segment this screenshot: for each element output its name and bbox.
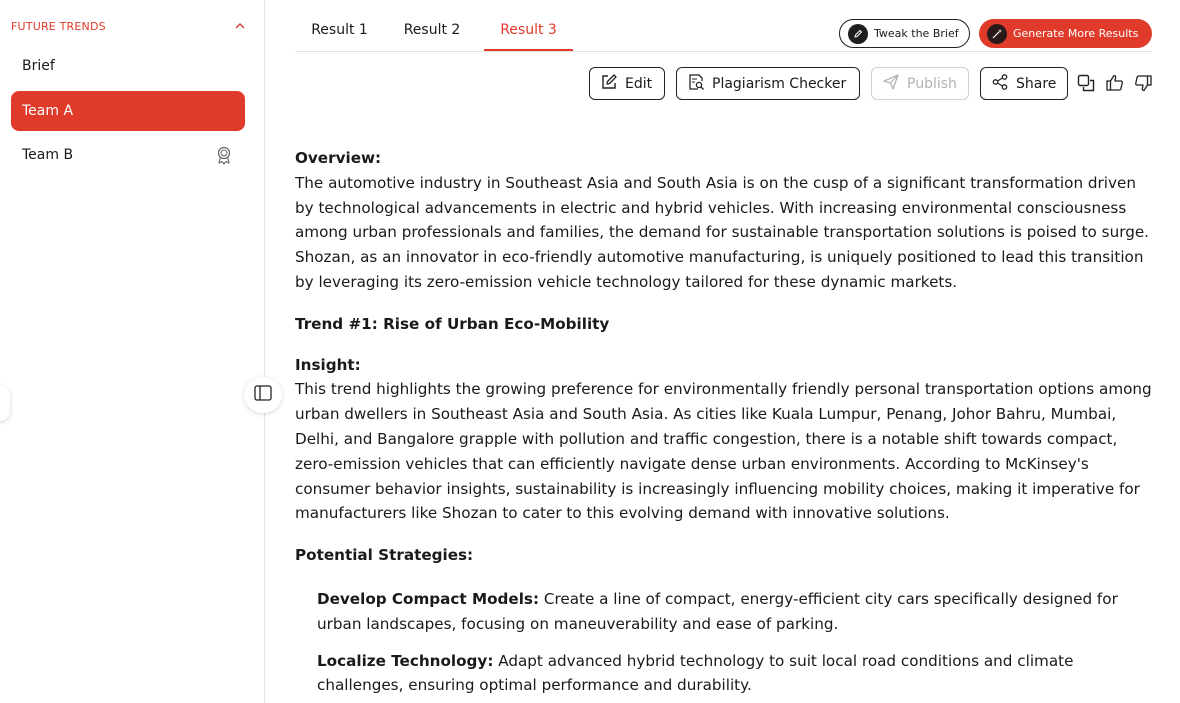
sidebar-panel-icon xyxy=(254,385,272,405)
strategy-title: Develop Compact Models: xyxy=(317,589,540,608)
sidebar-item-team-a[interactable] xyxy=(11,91,245,131)
chevron-up-icon[interactable] xyxy=(233,19,247,33)
tab-result-2[interactable] xyxy=(395,22,469,51)
edit-label: Edit xyxy=(625,75,653,92)
sidebar-item-label: Team A xyxy=(22,103,74,119)
magic-wand-icon xyxy=(987,24,1007,44)
generate-more-label: Generate More Results xyxy=(1013,27,1139,40)
tab-label: Result 3 xyxy=(500,22,557,38)
strategy-item xyxy=(295,649,1155,699)
left-edge-toggle[interactable] xyxy=(0,385,10,421)
tab-label: Result 1 xyxy=(311,22,368,38)
insight-heading: Insight: xyxy=(295,355,361,374)
edit-button[interactable] xyxy=(589,67,665,100)
tweak-brief-label: Tweak the Brief xyxy=(874,27,959,40)
plagiarism-checker-button[interactable] xyxy=(676,67,860,100)
generate-more-results-button[interactable] xyxy=(979,19,1152,48)
overview-heading: Overview: xyxy=(295,149,382,167)
sidebar-item-team-b[interactable] xyxy=(11,135,245,175)
publish-button[interactable] xyxy=(871,67,969,100)
result-content xyxy=(295,146,1155,698)
strategy-text: Adapt advanced hybrid technology to suit local road conditions and climate challenges, ensuring optimal performance and durability. xyxy=(317,651,1074,695)
overview-paragraph: The automotive industry in Southeast Asia and South Asia is on the cusp of a significant transformation driven by technological advancements in electric and hybrid vehicles. With increasing environmental consciousness among urban professionals and families, the demand for sustainable transportation solutions is poised to surge. Shozan, as an innovator in eco-friendly automotive manufacturing, is uniquely positioned to lead this transition by leveraging its zero-emission vehicle technology tailored for these dynamic markets. xyxy=(295,173,1149,291)
sidebar-item-label: Team B xyxy=(22,147,74,163)
strategy-title: Localize Technology: xyxy=(317,651,494,670)
document-search-icon xyxy=(687,73,705,95)
sidebar xyxy=(0,0,265,703)
plagiarism-checker-label: Plagiarism Checker xyxy=(712,75,847,92)
copy-icon[interactable] xyxy=(1076,73,1096,93)
sidebar-section-header[interactable] xyxy=(11,18,247,34)
pencil-icon xyxy=(848,24,868,44)
share-icon xyxy=(991,73,1009,95)
share-button[interactable] xyxy=(980,67,1068,100)
thumbs-down-icon[interactable] xyxy=(1133,73,1153,93)
insight-paragraph: This trend highlights the growing preference for environmentally friendly personal transportation options among urban dwellers in Southeast Asia and South Asia. As cities like Kuala Lumpur, Penang, Johor Bahru, Mumbai, Delhi, and Bangalore grapple with pollution and traffic congestion, there is a notable shift towards compact, zero-emission vehicles that can efficiently navigate dense urban environments. According to McKinsey's consumer behavior insights, sustainability is increasingly influencing mobility choices, making it imperative for manufacturers like Shozan to cater to this evolving demand with innovative solutions. xyxy=(295,380,1152,523)
sidebar-item-label: Brief xyxy=(22,58,55,74)
tab-label: Result 2 xyxy=(403,22,461,38)
sidebar-item-brief[interactable] xyxy=(11,46,245,86)
edit-icon xyxy=(600,73,618,95)
tab-result-1[interactable] xyxy=(303,22,376,51)
tweak-brief-button[interactable] xyxy=(839,19,970,48)
sidebar-toggle-button[interactable] xyxy=(244,377,282,413)
send-icon xyxy=(882,73,900,95)
sidebar-section-title: FUTURE TRENDS xyxy=(11,19,106,33)
strategy-text: Create a line of compact, energy-efficient city cars specifically designed for urban landscapes, focusing on maneuverability and ease of parking. xyxy=(317,589,1118,633)
publish-label: Publish xyxy=(907,75,957,92)
share-label: Share xyxy=(1016,75,1057,92)
award-ribbon-icon xyxy=(214,145,234,165)
trend-heading: Trend #1: Rise of Urban Eco-Mobility xyxy=(295,314,610,333)
tab-result-3[interactable] xyxy=(484,22,573,51)
strategies-heading: Potential Strategies: xyxy=(295,546,474,565)
strategy-item xyxy=(295,587,1155,637)
thumbs-up-icon[interactable] xyxy=(1105,73,1125,93)
